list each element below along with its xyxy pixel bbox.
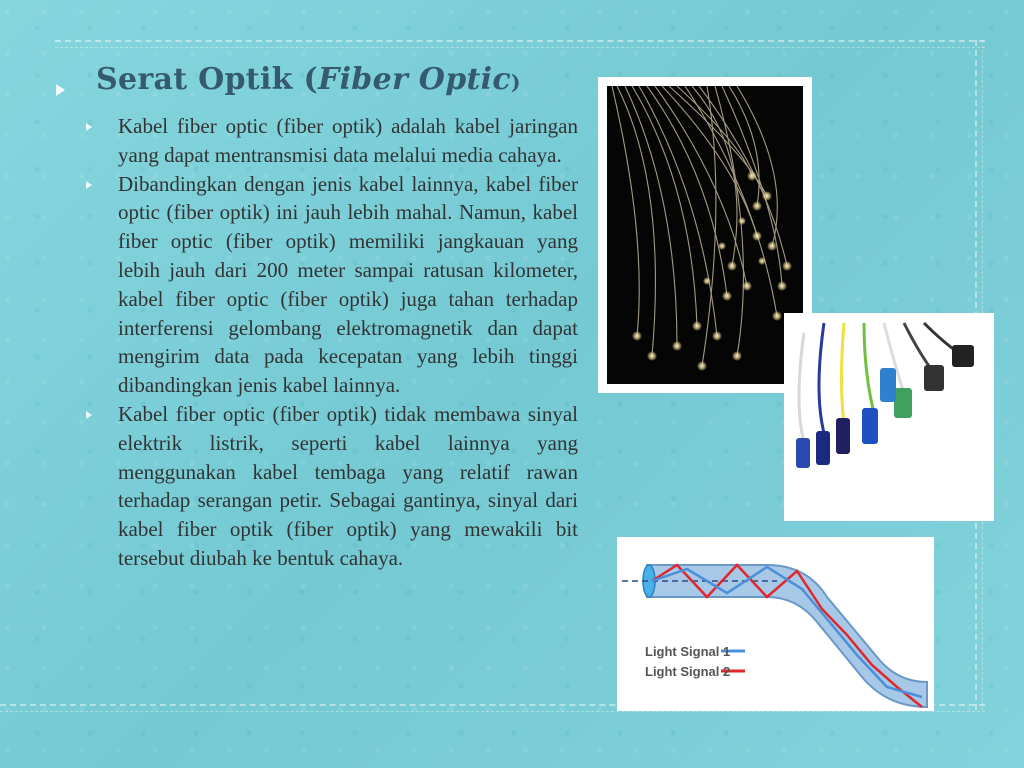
bullet-item [86,170,578,400]
fiber-strands-image [607,86,803,384]
bullet-item [86,112,578,170]
bullet-list [86,112,578,573]
title-close: ) [510,70,521,94]
title-bullet-icon [56,84,65,96]
bullet-text: Kabel fiber optic (fiber optik) adalah kabel jaringan yang dapat mentransmisi data melalui media cahaya. [118,114,578,167]
bullet-item [86,400,578,573]
bullet-text: Kabel fiber optic (fiber optik) tidak membawa sinyal elektrik listrik, seperti kabel lainnya yang menggunakan kabel tembaga yang relatif rawan terhadap serangan petir. Sebagai gantinya, sinyal dari kabel fiber optik (fiber optik) yang mewakili bit tersebut diubah ke bentuk cahaya. [118,401,578,570]
fiber-connectors-image [784,313,994,521]
fiber-connectors-photo [784,313,994,521]
legend-label-signal-1: Light Signal 1 [645,644,731,659]
bullet-arrow-icon [86,123,92,131]
title-italic: Fiber Optic [318,62,511,97]
legend-label-signal-2: Light Signal 2 [645,664,731,679]
bullet-arrow-icon [86,181,92,189]
bullet-text: Dibandingkan dengan jenis kabel lainnya, kabel fiber optic (fiber optik) ini jauh lebih mahal. Namun, kabel fiber optic (fiber optik) memiliki jangkauan yang lebih jauh dari 200 meter sampai ratusan kilometer, kabel fiber optic (fiber optik) juga tahan terhadap interferensi gelombang elektromagnetik dan dapat mengirim data pada kecepatan yang lebih tinggi dibandingkan jenis kabel lainnya. [118,171,578,398]
decorative-border-top [55,40,985,48]
fiber-strands-photo [598,77,812,393]
slide-title [96,62,521,97]
light-signal-diagram [617,537,934,711]
title-main: Serat Optik ( [96,62,318,97]
light-signal-diagram-image [617,537,934,711]
bullet-arrow-icon [86,411,92,419]
